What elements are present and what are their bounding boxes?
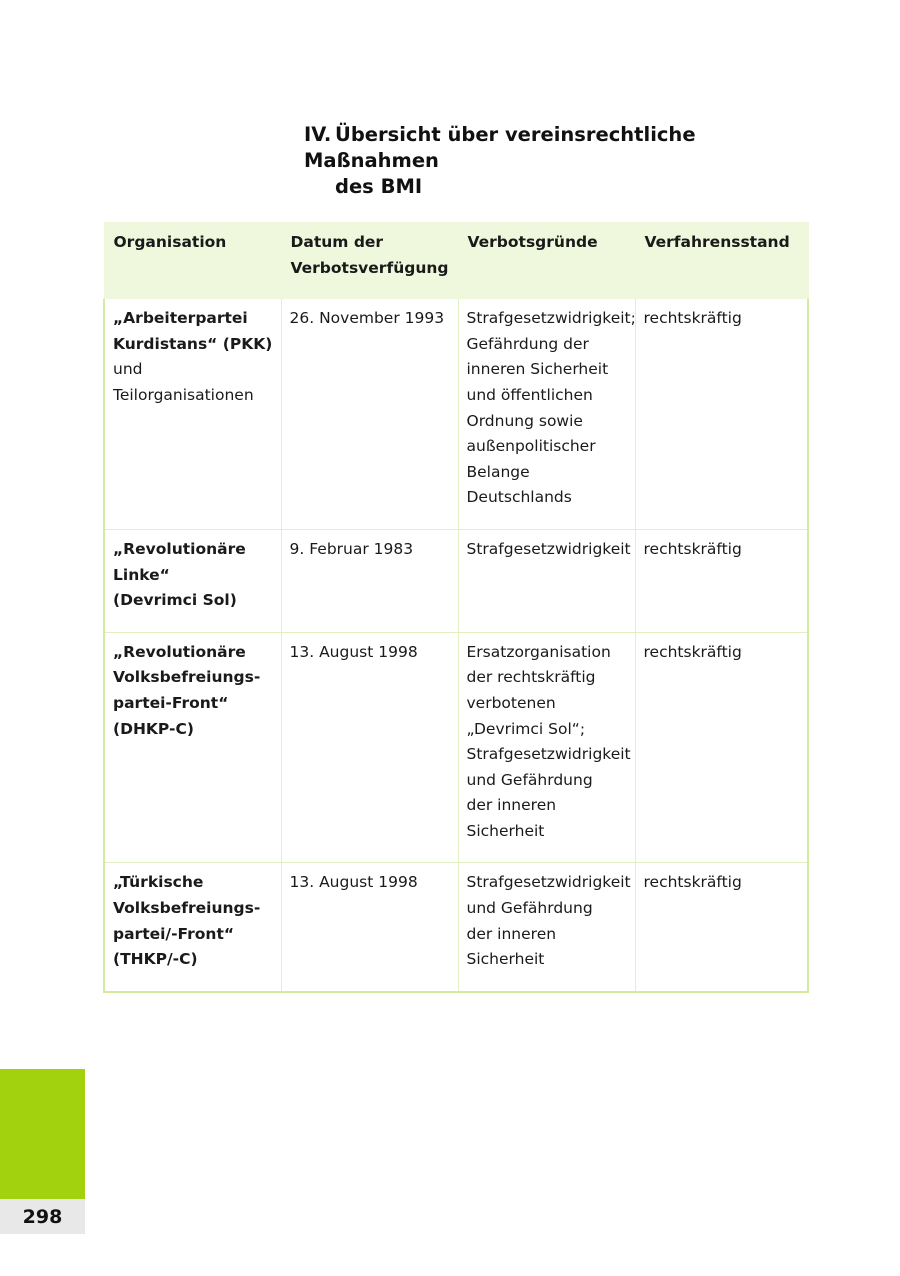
cell-status: rechtskräftig <box>635 529 808 632</box>
section-title-line1: Übersicht über vereinsrechtliche Maßnahmen <box>304 123 696 172</box>
cell-date: 13. August 1998 <box>281 632 458 863</box>
header-reasons: Verbotsgründe <box>458 222 635 299</box>
organisation-note: und Teilorganisationen <box>113 360 254 404</box>
organisation-name: „Revolutionäre Linke“ (Devrimci Sol) <box>113 539 246 610</box>
organisation-name: „Türkische Volksbefreiungs- partei/-Front“ (THKP/-C) <box>113 873 261 969</box>
cell-date: 9. Februar 1983 <box>281 529 458 632</box>
cell-organisation <box>104 529 281 632</box>
section-title-line2: des BMI <box>335 175 423 198</box>
cell-status: rechtskräftig <box>635 863 808 992</box>
organisation-name: „Arbeiterpartei Kurdistans“ (PKK) <box>113 309 273 353</box>
table-row <box>104 863 808 992</box>
cell-reasons: Strafgesetzwidrigkeit; Gefährdung der inneren Sicherheit und öffentlichen Ordnung sowie außenpolitischer Belange Deutschlands <box>458 299 635 529</box>
cell-status: rechtskräftig <box>635 632 808 863</box>
table-header-row <box>104 222 808 299</box>
cell-date: 13. August 1998 <box>281 863 458 992</box>
cell-organisation <box>104 632 281 863</box>
header-date: Datum der Verbotsverfügung <box>281 222 458 299</box>
page-number: 298 <box>0 1199 85 1234</box>
cell-organisation <box>104 863 281 992</box>
cell-status: rechtskräftig <box>635 299 808 529</box>
header-status: Verfahrensstand <box>635 222 808 299</box>
cell-organisation <box>104 299 281 529</box>
table-row <box>104 632 808 863</box>
cell-reasons: Ersatzorganisation der rechtskräftig verbotenen „Devrimci Sol“; Strafgesetzwidrigkeit und Gefährdung der inneren Sicherheit <box>458 632 635 863</box>
cell-reasons: Strafgesetzwidrigkeit und Gefährdung der inneren Sicherheit <box>458 863 635 992</box>
section-number: IV. <box>304 123 332 146</box>
green-margin-tab <box>0 1069 85 1199</box>
table-row <box>104 529 808 632</box>
header-organisation: Organisation <box>104 222 281 299</box>
cell-reasons: Strafgesetzwidrigkeit <box>458 529 635 632</box>
measures-table <box>103 222 809 993</box>
organisation-name: „Revolutionäre Volksbefreiungs- partei-Front“ (DHKP-C) <box>113 642 261 738</box>
table-row <box>104 299 808 529</box>
cell-date: 26. November 1993 <box>281 299 458 529</box>
section-heading <box>304 122 824 200</box>
